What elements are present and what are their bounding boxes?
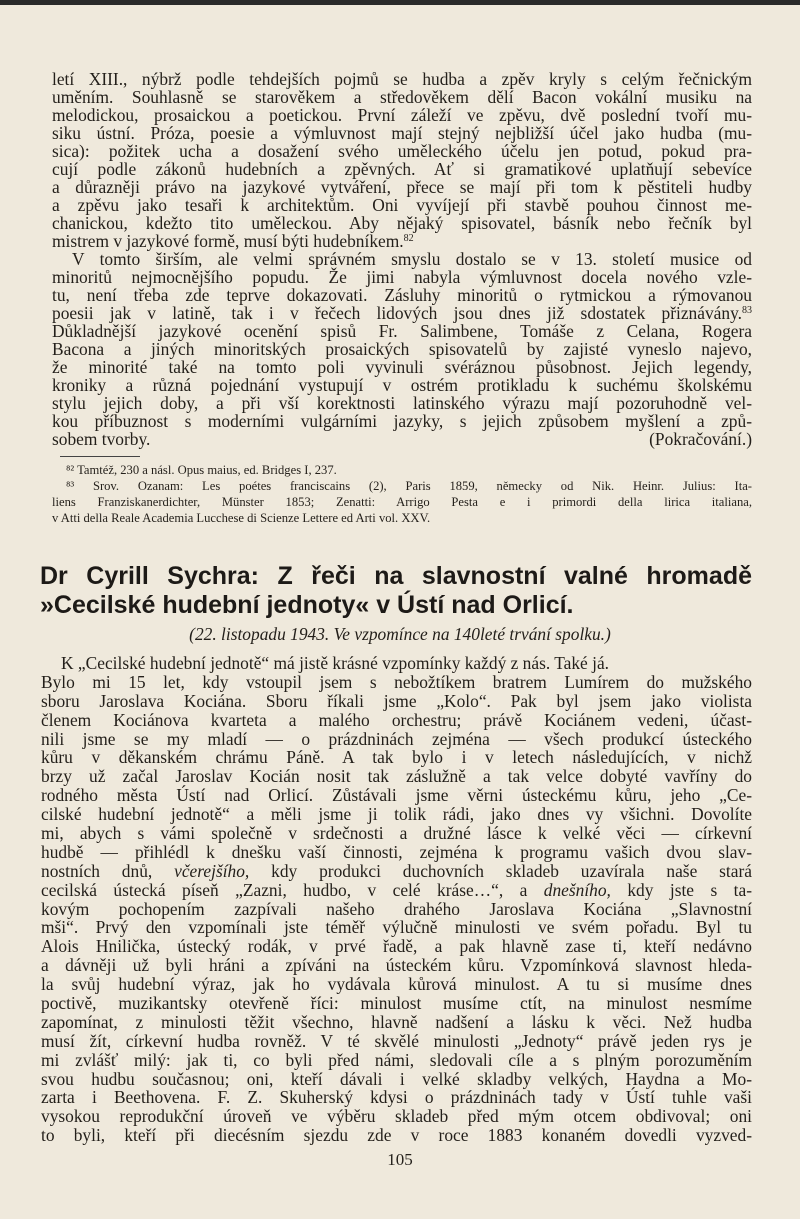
line-text: hudbě — přihlédl k dnešku vaší činnosti, zejména k programu vašich dvou slav- [41, 841, 752, 862]
line-text: brzy už začal Jaroslav Kocián nosit tak záslužně a tak velce dobyté vavříny do [41, 766, 752, 787]
text-line [52, 214, 752, 232]
line-text: siku ústní. Próza, poesie a výmluvnost mají stejný nejbližší účel jako hudba (mu- [52, 123, 752, 143]
text-line [41, 881, 752, 900]
line-text: tu, není třeba zde teprve dokazovati. Zásluhy minoritů o rytmickou a rýmovanou [52, 285, 752, 305]
line-text: poctivě, muzikantsky otevřeně říci: minulost musíme ctít, na minulost nesmíme [41, 993, 752, 1014]
line-text: vysokou reprodukční úroveň ve výběru skladeb před mým otcem obdivoval; oni [41, 1106, 752, 1127]
line-text: že minorité také na tomto poli vyvinuli svéráznou působnost. Jejich legendy, [52, 357, 752, 377]
line-text: členem Kociánova kvarteta a malého orchestru; právě Kociánem vedeni, účast- [41, 709, 752, 730]
line-text: kůru v děkanském chrámu Páně. A tak bylo i v letech následujících, v nichž [41, 747, 752, 768]
line-text: zarta i Beethovena. F. Z. Skuherský kdysi o prázdninách tady v Ústí tuhle vaši [41, 1087, 752, 1108]
text-line [52, 286, 752, 304]
text-line [41, 900, 752, 919]
line-text: kovým pochopením zazpívali našeho drahého Jaroslava Kociána „Slavnostní [41, 898, 752, 919]
line-text: minoritů nejmocnějšího popudu. Že jimi nabyla výmluvnost docela nového vzle- [52, 267, 752, 287]
text-line [52, 430, 752, 448]
text-line [52, 232, 752, 250]
footnote: ⁸³ Srov. Ozanam: Les poétes franciscains (2), Paris 1859, německy od Nik. Heinr. Julius: Ita- [66, 479, 752, 493]
line-text: sica): požitek ucha a dosažení svého uměleckého účelu jen potud, pokud pra- [52, 141, 752, 161]
text-line [41, 1088, 752, 1107]
line-text: mistrem v jazykové formě, musí býti hudebníkem. [52, 231, 404, 251]
line-text: mši“. Prvý den vzpomínali jste téměř výlučně minulosti ve svém pořadu. Byl tu [41, 917, 752, 938]
line-text: Alois Hnilička, ústecký rodák, v prvé řadě, a pak hlavně zase ti, kteří nedávno [41, 936, 752, 957]
footnote-rule [60, 456, 140, 457]
line-text: kdy produkci duchovních skladeb uzavírala naše stará [249, 860, 752, 881]
text-line [52, 250, 752, 268]
line-text: cují podle zákonů hudebních a zpěvných. Ať si gramatikové uplatňují sebevíce [52, 159, 752, 179]
text-line [41, 730, 752, 749]
text-line [41, 748, 752, 767]
text-line [52, 196, 752, 214]
text-line [52, 268, 752, 286]
footnotes [52, 462, 752, 526]
text-line [52, 358, 752, 376]
text-line [41, 786, 752, 805]
line-text: a důrazněji právo na jazykové vytváření, přece se mají při tom k pěstiteli hudby [52, 177, 752, 197]
line-text: kroniky a různá pojednání vystupují v ostrém protikladu k suchému školskému [52, 375, 752, 395]
line-text: Bylo mi 15 let, kdy vstoupil jsem s nebožtíkem bratrem Lumírem do mužského [41, 671, 752, 692]
text-line [52, 88, 752, 106]
line-text: la svůj hudební výraz, jak ho vydávala kůrová minulost. A tu si musíme dnes [41, 974, 752, 995]
line-text: kou příbuznost s moderními vulgárními jazyky, s jejich způsobem myšlení a způ- [52, 411, 752, 431]
article1-body [52, 70, 752, 448]
text-line [41, 918, 752, 937]
italic-text: včerejšího, [174, 860, 250, 881]
line-text: cilské hudební jednotě“ a měli jsme ji tolik rádi, jako dnes vy všichni. Dovolíte [41, 804, 752, 825]
line-text: cecilská ústecká píseň „Zazni, hudbo, v celé kráse…“, a [41, 879, 544, 900]
line-text: zapomínat, z minulosti těžit všechno, hlavně nadšení a lásku k věci. Než hudba [41, 1011, 752, 1032]
line-text: mi zvlášť milý: jak ti, co byli před námi, sledovali cíle a s plným porozuměním [41, 1049, 752, 1070]
line-text: a dávněji už byli hráni a zpíváni na ústeckém kůru. Vzpomínková slavnost hleda- [41, 955, 752, 976]
line-text: uměním. Souhlasně se starověkem a středověkem dělí Bacon vokální musiku na [52, 87, 752, 107]
line-text: nostních dnů, [41, 860, 175, 881]
text-line [41, 1013, 752, 1032]
line-text: mi, abych s vámi společně v srdečnosti a družné lásce k velké věci — církevní [41, 823, 752, 844]
article-title [40, 562, 752, 620]
text-line [41, 673, 752, 692]
text-line [41, 805, 752, 824]
text-line [52, 160, 752, 178]
line-text: musí žít, církevní hudba rovněž. V té skvělé minulosti „Jednoty“ právě jeden rys je [41, 1030, 752, 1051]
line-text: to byli, kteří při diecésním sjezdu zde v roce 1883 konaném dovedli vyzved- [41, 1125, 752, 1146]
line-text: kdy jste s ta- [610, 879, 752, 900]
text-line [41, 994, 752, 1013]
line-text: sboru Jaroslava Kociána. Sboru říkali jsme „Kolo“. Pak byl jsem jako violista [41, 690, 752, 711]
line-text: melodickou, prosaickou a poetickou. První záleží ve zpěvu, dvě poslední tvoří mu- [52, 105, 752, 125]
text-line [41, 956, 752, 975]
text-line [41, 1032, 752, 1051]
line-text: rodného města Ústí nad Orlicí. Zůstávali jsme věrni ústeckému kůru, jeho „Ce- [41, 785, 752, 806]
footnote: v Atti della Reale Academia Lucchese di Scienze Lettere ed Arti vol. XXV. [52, 511, 431, 525]
italic-text: dnešního, [543, 879, 611, 900]
text-line [41, 862, 752, 881]
line-text: chanickou, kdežto tito uměleckou. Aby nějaký spisovatel, básník nebo řečník byl [52, 213, 752, 233]
footnote-marker: 82 [403, 233, 414, 244]
scan-top-edge [0, 0, 800, 5]
text-line [41, 975, 752, 994]
footnote-marker: 83 [742, 305, 752, 316]
text-line [41, 711, 752, 730]
line-text: sobem tvorby. [52, 429, 151, 449]
footnote: liens Franziskanerdichter, Münster 1853; Zenatti: Arrigo Pesta e i primordi della lirica italiana, [52, 495, 752, 509]
text-line [41, 1051, 752, 1070]
continued-note: (Pokračování.) [649, 429, 752, 449]
text-line [52, 394, 752, 412]
footnote: ⁸² Tamtéž, 230 a násl. Opus maius, ed. Bridges I, 237. [66, 463, 337, 477]
text-line [52, 178, 752, 196]
text-line [52, 322, 752, 340]
text-line [41, 1107, 752, 1126]
line-text: letí XIII., nýbrž podle tehdejších pojmů se hudba a zpěv kryly s celým řečnickým [52, 69, 752, 89]
article-title-line1: Dr Cyrill Sychra: Z řeči na slavnostní valné hromadě [40, 562, 752, 590]
text-line [41, 843, 752, 862]
article-subtitle: (22. listopadu 1943. Ve vzpomínce na 140leté trvání spolku.) [189, 624, 611, 644]
page-number: 105 [387, 1150, 413, 1169]
text-line [41, 692, 752, 711]
line-text: Bacona a jiných minoritských prosaických spisovatelů by zajisté vyneslo najevo, [52, 339, 752, 359]
text-line [41, 1070, 752, 1089]
text-line [52, 412, 752, 430]
text-line [52, 142, 752, 160]
text-line [52, 340, 752, 358]
line-text: poesii jak v latině, tak i v řečech lidových jsou dnes již sdostatek přiznávány. [52, 303, 742, 323]
text-line [52, 106, 752, 124]
line-text: Důkladnější jazykové ocenění spisů Fr. Salimbene, Tomáše z Celana, Rogera [52, 321, 752, 341]
text-line [41, 1126, 752, 1145]
text-line [41, 767, 752, 786]
text-line [52, 70, 752, 88]
line-text: V tomto širším, ale velmi správném smyslu dostalo se v 13. století musice od [72, 249, 752, 269]
text-line [41, 937, 752, 956]
text-line [52, 304, 752, 322]
line-text: nili jsme se my mladí — o prázdninách zejména — všech produkcí ústeckého [41, 728, 752, 749]
line-text: a zpěvu jako tesaři k architektům. Oni vyvíjejí při stavbě pouhou činnost me- [52, 195, 752, 215]
article2-body [41, 654, 752, 1145]
text-line [41, 654, 752, 673]
line-text: stylu jejich doby, a při vší korektnosti latinského výrazu mají pozoruhodně vel- [52, 393, 752, 413]
text-line [52, 376, 752, 394]
line-text: K „Cecilské hudební jednotě“ má jistě krásné vzpomínky každý z nás. Také já. [61, 653, 610, 673]
text-line [52, 124, 752, 142]
line-text: svou hudbu současnou; oni, kteří dávali i velké skladby velkých, Haydna a Mo- [41, 1068, 752, 1089]
text-line [41, 824, 752, 843]
article-title-line2: »Cecilské hudební jednoty« v Ústí nad Orlicí. [40, 591, 574, 619]
